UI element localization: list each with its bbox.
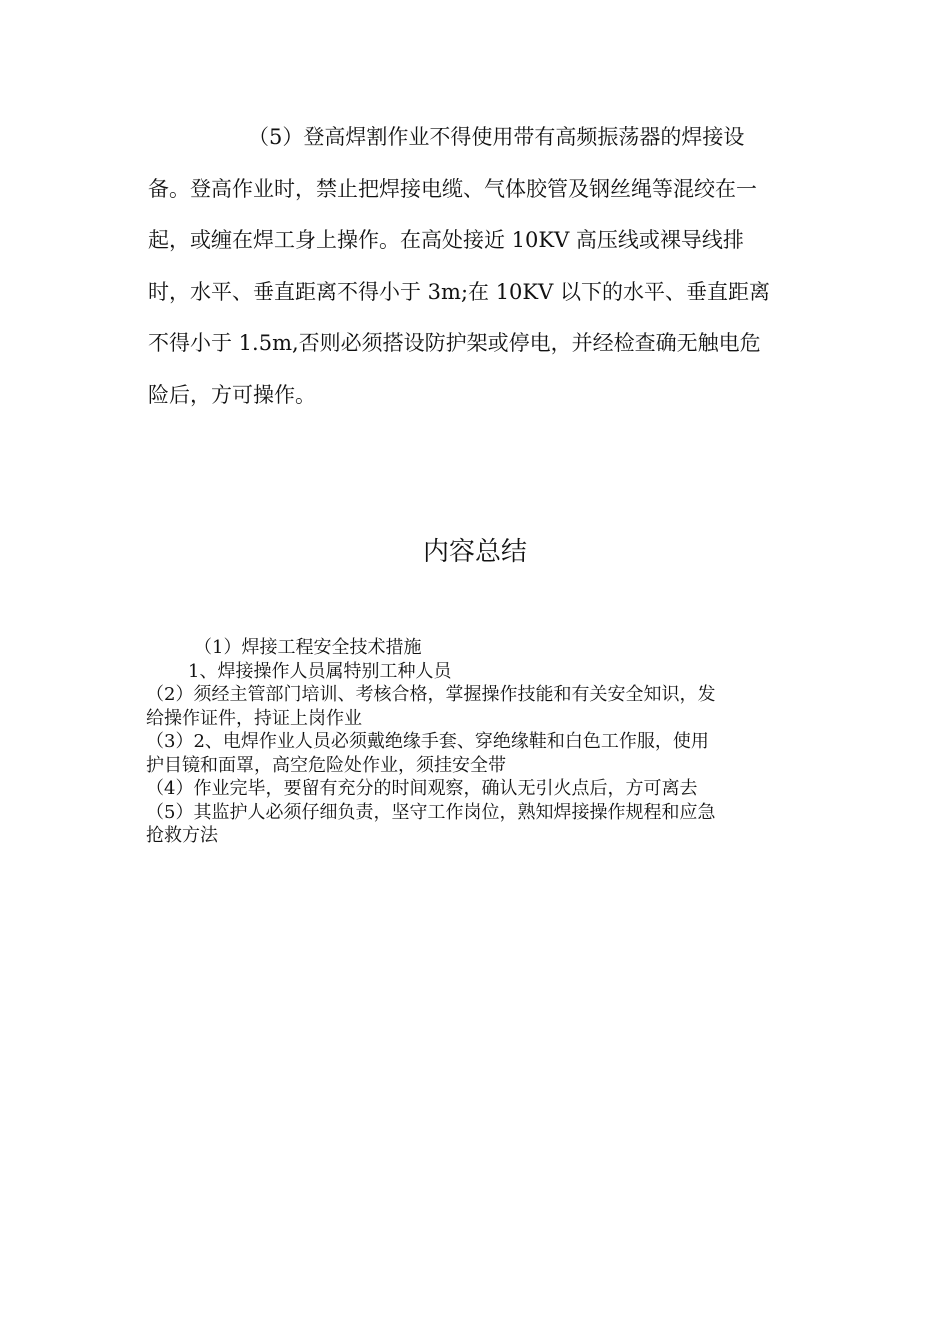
summary-line: 护目镜和面罩，高空危险处作业，须挂安全带 [146, 754, 506, 776]
summary-line: （4）作业完毕，要留有充分的时间观察，确认无引火点后，方可离去 [146, 778, 698, 799]
paragraph-line: 备。登高作业时，禁止把焊接电缆、气体胶管及钢丝绳等混绞在一 [148, 176, 757, 201]
summary-line: 1、焊接操作人员属特别工种人员 [188, 660, 452, 682]
paragraph-line: 起，或缠在焊工身上操作。在高处接近 10KV 高压线或裸导线排 [148, 228, 744, 252]
summary-title: 内容总结 [422, 537, 527, 567]
summary-line: （5）其监护人必须仔细负责，坚守工作岗位，熟知焊接操作规程和应急 [146, 801, 716, 823]
body-paragraph [148, 112, 808, 421]
summary-line: （2）须经主管部门培训、考核合格，掌握操作技能和有关安全知识，发 [146, 684, 716, 705]
summary-list [146, 636, 811, 848]
paragraph-line: （5）登高焊割作业不得使用带有高频振荡器的焊接设 [248, 125, 745, 149]
summary-line: （1）焊接工程安全技术措施 [194, 637, 422, 658]
paragraph-line: 时，水平、垂直距离不得小于 3m;在 10KV 以下的水平、垂直距离 [148, 279, 770, 304]
paragraph-line: 不得小于 1.5m,否则必须搭设防护架或停电，并经检查确无触电危 [148, 331, 761, 355]
summary-line: 给操作证件，持证上岗作业 [146, 707, 362, 729]
summary-line: （3）2、电焊作业人员必须戴绝缘手套、穿绝缘鞋和白色工作服，使用 [146, 731, 709, 752]
summary-line: 抢救方法 [146, 825, 218, 846]
paragraph-line: 险后，方可操作。 [148, 382, 316, 407]
